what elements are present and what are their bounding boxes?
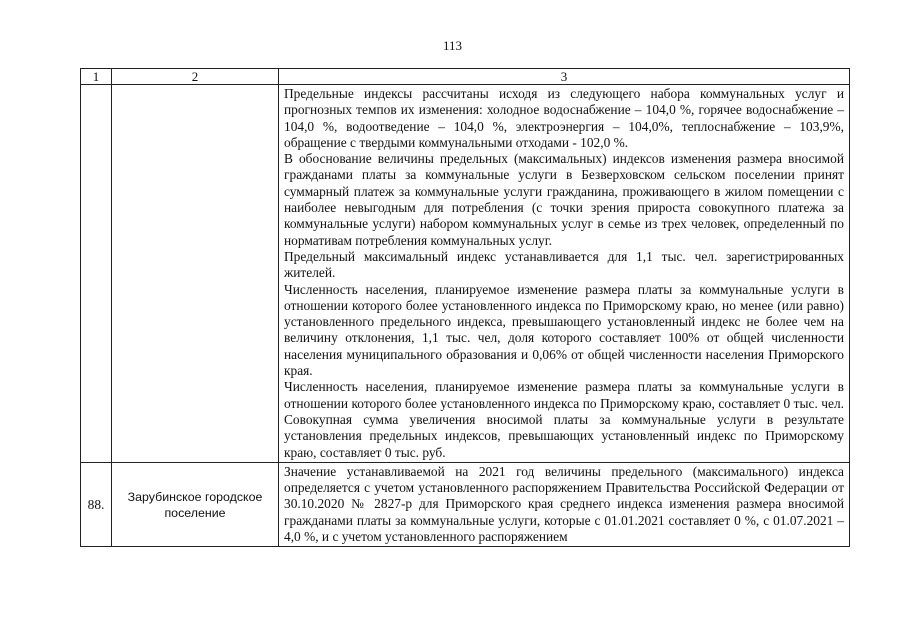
table-header-row [81, 69, 850, 85]
table-row-88 [81, 462, 850, 546]
description-cell [279, 462, 850, 546]
description-cell [279, 85, 850, 463]
row-number-cell: 88. [81, 462, 112, 546]
municipality-name-cell [112, 85, 279, 463]
paragraph-population-above-limit: Численность населения, планируемое изменение размера платы за коммунальные услуги в отношении которого более установленного индекса по Приморскому краю, составляет 0 тыс. чел. Совокупная сумма увеличения вносимой платы за коммунальные услуги в результате установления предельных индексов, превышающих установленный индекс по Приморскому краю, составляет 0 тыс. руб. [284, 379, 844, 460]
municipality-name-cell: Зарубинское городское поселение [112, 462, 279, 546]
column-header-3: 3 [279, 69, 850, 85]
paragraph-justification: В обоснование величины предельных (максимальных) индексов изменения размера вносимой гражданами платы за коммунальные услуги в Безверховском сельском поселении принят суммарный платеж за коммунальные услуги гражданина, проживающего в жилом помещении с наиболее невыгодным для потребления (с точки зрения прироста совокупного платежа за коммунальные услуги) набором коммунальных услуг в семье из трех человек, определенный по нормативам потребления коммунальных услуг. [284, 151, 844, 248]
column-header-1: 1 [81, 69, 112, 85]
column-header-2: 2 [112, 69, 279, 85]
paragraph-max-index: Предельный максимальный индекс устанавливается для 1,1 тыс. чел. зарегистрированных жителей. [284, 248, 844, 281]
paragraph-population-within-limit: Численность населения, планируемое изменение размера платы за коммунальные услуги в отношении которого более установленного индекса по Приморскому краю, но менее (или равно) установленного предельного индекса, превышающего установленный индекс не более чем на величину отклонения, 1,1 тыс. чел, доля которого составляет 100% от общей численности населения муниципального образования и 0,06% от общей численности населения Приморского края. [284, 281, 844, 379]
paragraph-indices-set: Предельные индексы рассчитаны исходя из следующего набора коммунальных услуг и прогнозных темпов их изменения: холодное водоснабжение – 104,0 %, горячее водоснабжение – 104,0 %, водоотведение – 104,0 %, электроэнергия – 104,0%, теплоснабжение – 103,9%, обращение с твердыми коммунальными отходами - 102,0 %. [284, 86, 844, 150]
paragraph-index-value-2021: Значение устанавливаемой на 2021 год величины предельного (максимального) индекса определяется с учетом установленного распоряжением Правительства Российской Федерации от 30.10.2020 № 2827-р для Приморского края среднего индекса изменения размера вносимой гражданами платы за коммунальные услуги, которые с 01.01.2021 составляет 0 %, с 01.07.2021 – 4,0 %, и с учетом установленного распоряжением [284, 463, 844, 545]
page-number: 113 [442, 38, 463, 53]
document-table [80, 68, 850, 547]
table-row-continued [81, 85, 850, 463]
row-number-cell [81, 85, 112, 463]
